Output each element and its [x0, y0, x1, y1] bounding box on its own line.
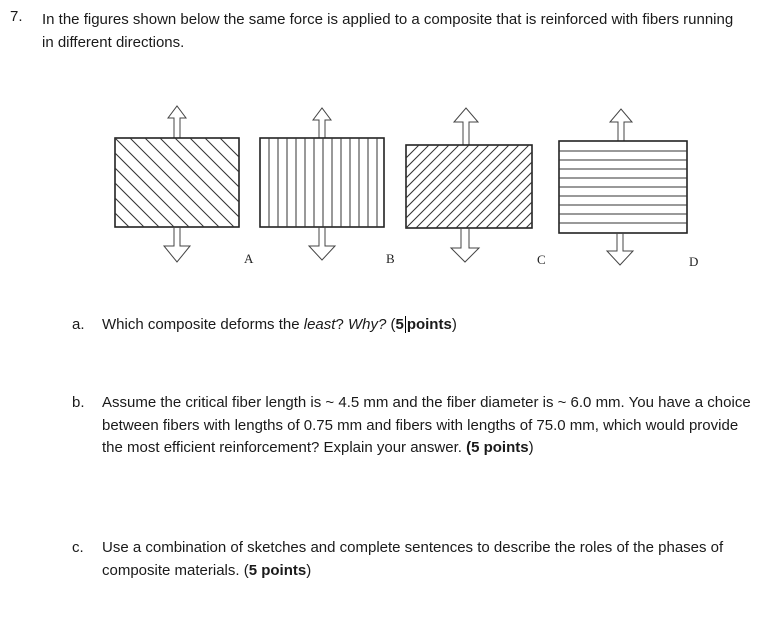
part-a-paren-open: ( [386, 316, 396, 333]
part-b-label: b. [72, 394, 85, 411]
part-c-paren-close: ) [306, 561, 312, 579]
part-a-text [102, 314, 752, 337]
part-a-text-start: Which composite deforms the [102, 316, 304, 333]
part-b-paren-open: ( [466, 439, 472, 456]
panel-b-label: B [386, 251, 395, 266]
part-a-paren-close: ) [451, 316, 457, 333]
part-c-body: Use a combination of sketches and complete sentences to describe the roles of the phases of composite materials. [102, 539, 724, 579]
part-c-points: 5 points [248, 561, 307, 579]
part-b-points: 5 points [471, 439, 529, 456]
panel-b [260, 108, 395, 266]
part-a-text-mid: ? [335, 316, 348, 333]
composite-diagram [100, 100, 700, 275]
part-a-points-number: 5 [395, 316, 404, 333]
arrow-down-icon [164, 227, 190, 262]
part-a-why: Why? [347, 316, 387, 333]
question-number: 7. [10, 8, 23, 25]
part-c-text [102, 537, 752, 582]
part-a-points-word: points [406, 316, 452, 333]
part-a-label: a. [72, 316, 85, 333]
arrow-up-icon [610, 109, 632, 141]
text-cursor [405, 316, 406, 333]
panel-b-frame [260, 138, 384, 227]
part-b-text [102, 392, 752, 460]
part-c-paren-open: ( [243, 561, 249, 579]
question-text: In the figures shown below the same force is applied to a composite that is reinforced with fibers running in different directions. [42, 11, 734, 51]
part-a-emphasis: least [303, 316, 336, 333]
arrow-down-icon [607, 233, 633, 265]
arrow-up-icon [454, 108, 478, 145]
part-b-body: Assume the critical fiber length is ~ 4.5 mm and the fiber diameter is ~ 6.0 mm. You have a choice between fibers with lengths of 0.75 mm and fibers with lengths of 75.0 mm, which would provide the most efficient reinforcement? Explain your answer. [102, 394, 751, 456]
part-c-label: c. [72, 539, 84, 556]
panel-d-label: D [689, 254, 699, 269]
panel-c-label: C [537, 252, 546, 267]
panel-a-label: A [244, 251, 254, 266]
arrow-down-icon [451, 228, 479, 262]
arrow-up-icon [168, 106, 186, 138]
arrow-up-icon [313, 108, 331, 138]
part-b-paren-close: ) [528, 439, 534, 456]
panel-d [559, 109, 698, 269]
composite-figure [100, 100, 700, 275]
arrow-down-icon [309, 227, 335, 260]
